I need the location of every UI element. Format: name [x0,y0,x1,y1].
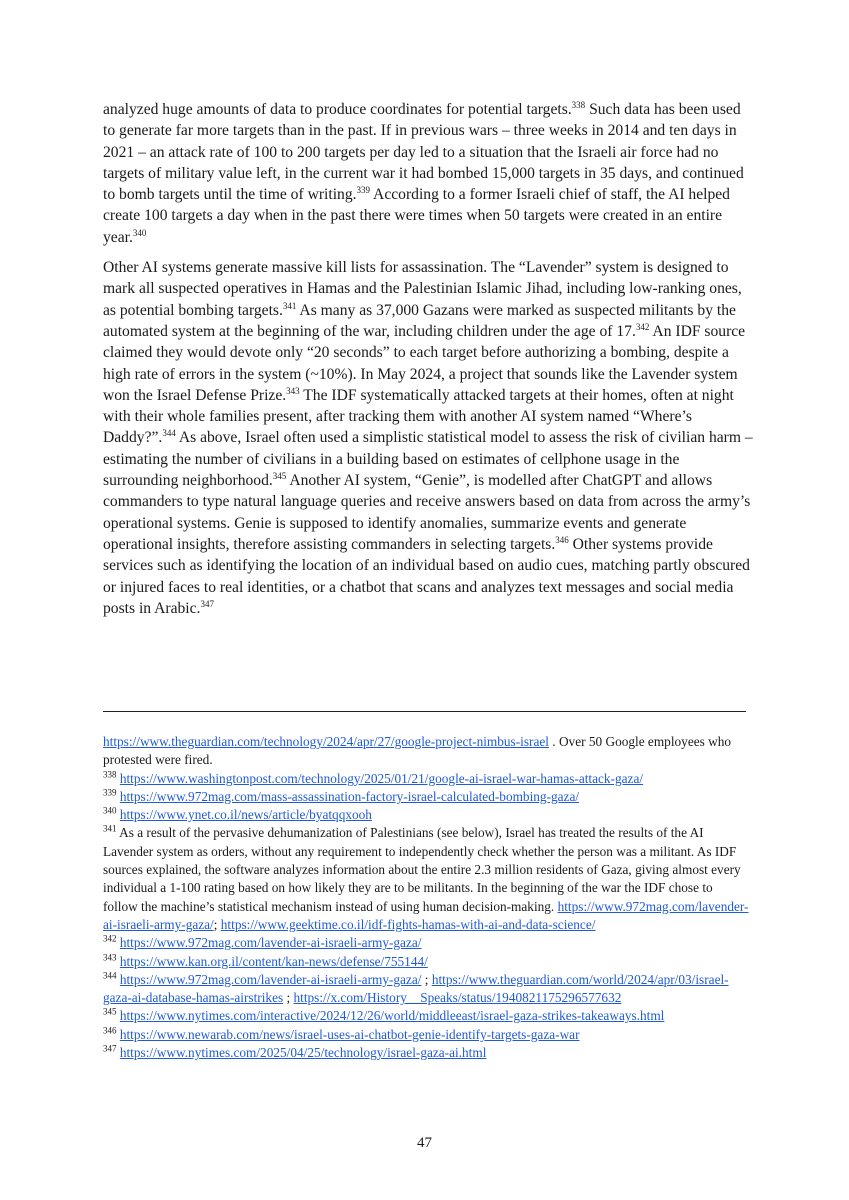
footnote-ref: 343 [286,385,300,396]
footnote [103,806,749,824]
footnote-link[interactable]: https://www.nytimes.com/interactive/2024/12/26/world/middleeast/israel-gaza-strikes-takeaways.html [119,1008,665,1024]
footnote-separator [103,711,746,712]
footnote-ref: 340 [132,227,147,238]
text-run: As a result of the pervasive dehumanization of Palestinians (see below), Israel has treated the results of the AI Lavender system as orders, without any requirement to independently check whether the person was a militant. As IDF sources explained, the software analyzes information about the entire 2.3 million residents of Gaza, giving almost every individual a 1-100 rating based on how likely they are to be militants. In the beginning of the war the IDF chose to follow the machine’s statistical mechanism instead of using human decision-making. [103,825,741,914]
paragraph-2 [103,257,753,619]
footnote [103,971,749,1008]
footnote-number: 342 [103,933,117,944]
footnote [103,1007,749,1025]
footnote-number: 343 [103,952,117,963]
footnote [103,1026,749,1044]
footnote-number: 341 [103,824,117,835]
body-text [103,99,753,628]
paragraph-1 [103,99,753,248]
footnote-link[interactable]: https://www.theguardian.com/world/2024/apr/03/israel-gaza-ai-database-hamas-airstrikes [103,971,729,1006]
footnote-link[interactable]: https://www.972mag.com/lavender-ai-israeli-army-gaza/ [119,935,422,951]
footnote-link[interactable]: https://www.nytimes.com/2025/04/25/technology/israel-gaza-ai.html [119,1045,487,1061]
footnote [103,788,749,806]
footnote [103,953,749,971]
footnote-link[interactable]: https://www.newarab.com/news/israel-uses-ai-chatbot-genie-identify-targets-gaza-war [119,1026,580,1042]
footnote-number: 346 [103,1025,117,1036]
footnote-link[interactable]: https://www.ynet.co.il/news/article/byatqqxooh [119,807,372,823]
footnote-ref: 342 [635,321,650,332]
footnote-number: 340 [103,805,117,816]
footnote-link[interactable]: https://www.washingtonpost.com/technology/2025/01/21/google-ai-israel-war-hamas-attack-gaza/ [119,770,644,786]
footnote [103,824,749,934]
text-run: ; [421,971,432,987]
footnotes [103,733,749,1062]
footnote-ref: 346 [555,534,569,545]
footnote-number: 345 [103,1007,117,1018]
text-run: According to a former Israeli chief of staff, the AI helped create 100 targets a day when in the past there were times when 50 targets were created in an entire year. [103,186,730,246]
footnote-ref: 344 [162,428,176,439]
footnote-ref: 341 [282,300,297,311]
footnote-ref: 338 [571,99,586,110]
footnote [103,934,749,952]
page-number: 47 [417,1135,432,1151]
footnote-number: 339 [103,787,117,798]
footnote-ref: 347 [200,598,214,609]
text-run: The IDF systematically attacked targets at their homes, often at night with their whole families present, after tracking them with another AI system named “Where’s Daddy?”. [103,386,734,447]
footnote-link[interactable]: https://www.972mag.com/lavender-ai-israeli-army-gaza/ [103,898,749,932]
text-run: . Over 50 Google employees who protested were fired. [103,734,732,768]
text-run: As above, Israel often used a simplistic statistical model to assess the risk of civilian harm – estimating the number of civilians in a building based on estimates of cellphone usage in the surrounding neighborhood. [103,429,753,490]
footnote-link[interactable]: https://x.com/History__Speaks/status/1940821175296577632 [293,990,622,1006]
footnote-link[interactable]: https://www.972mag.com/mass-assassination-factory-israel-calculated-bombing-gaza/ [119,788,580,804]
footnote-ref: 339 [356,185,371,195]
text-run: Such data has been used to generate far more targets than in the past. If in previous wars – three weeks in 2014 and ten days in 2021 – an attack rate of 100 to 200 targets per day led to a situation that the Israeli air force had no targets of military value left, in the current war it had bombed 15,000 targets in 35 days, and continued to bomb targets until the time of writing. [103,101,744,204]
footnote-link[interactable]: https://www.kan.org.il/content/kan-news/defense/755144/ [119,953,428,969]
text-run: As many as 37,000 Gazans were marked as suspected militants by the automated system at the beginning of the war, including children under the age of 17. [103,301,736,340]
text-run: Other systems provide services such as identifying the location of an individual based on audio cues, matching partly obscured or injured faces to real identities, or a chatbot that scans and analyzes text messages and social media posts in Arabic. [103,535,750,617]
text-run: ; [213,916,221,932]
footnote-link[interactable]: https://www.geektime.co.il/idf-fights-hamas-with-ai-and-data-science/ [220,916,596,932]
footnote-number: 344 [103,970,117,981]
footnote [103,733,749,770]
text-run: Another AI system, “Genie”, is modelled after ChatGPT and allows commanders to type natural language queries and receive answers based on data from across the army’s operational systems. Genie is supposed to identify anomalies, summarize events and generate operational insights, therefore assisting commanders in selecting targets. [103,472,751,553]
footnote-link[interactable]: https://www.972mag.com/lavender-ai-israeli-army-gaza/ [119,971,422,987]
footnote-ref: 345 [272,470,287,481]
footnote [103,770,749,788]
footnote-number: 347 [103,1043,117,1054]
text-run: Other AI systems generate massive kill lists for assassination. The “Lavender” system is designed to mark all suspected operatives in Hamas and the Palestinian Islamic Jihad, including low-ranking ones, as potential bombing targets. [103,259,742,319]
footnote-link[interactable]: https://www.theguardian.com/technology/2024/apr/27/google-project-nimbus-israel [103,734,549,749]
footnote [103,1044,749,1062]
text-run: An IDF source claimed they would devote only “20 seconds” to each target before authorizing a bombing, despite a high rate of errors in the system (~10%). In May 2024, a project that sounds like the Lavender system won the Israel Defense Prize. [103,322,746,404]
text-run: ; [283,990,294,1006]
text-run: analyzed huge amounts of data to produce coordinates for potential targets. [103,101,572,118]
footnote-number: 338 [103,769,117,780]
